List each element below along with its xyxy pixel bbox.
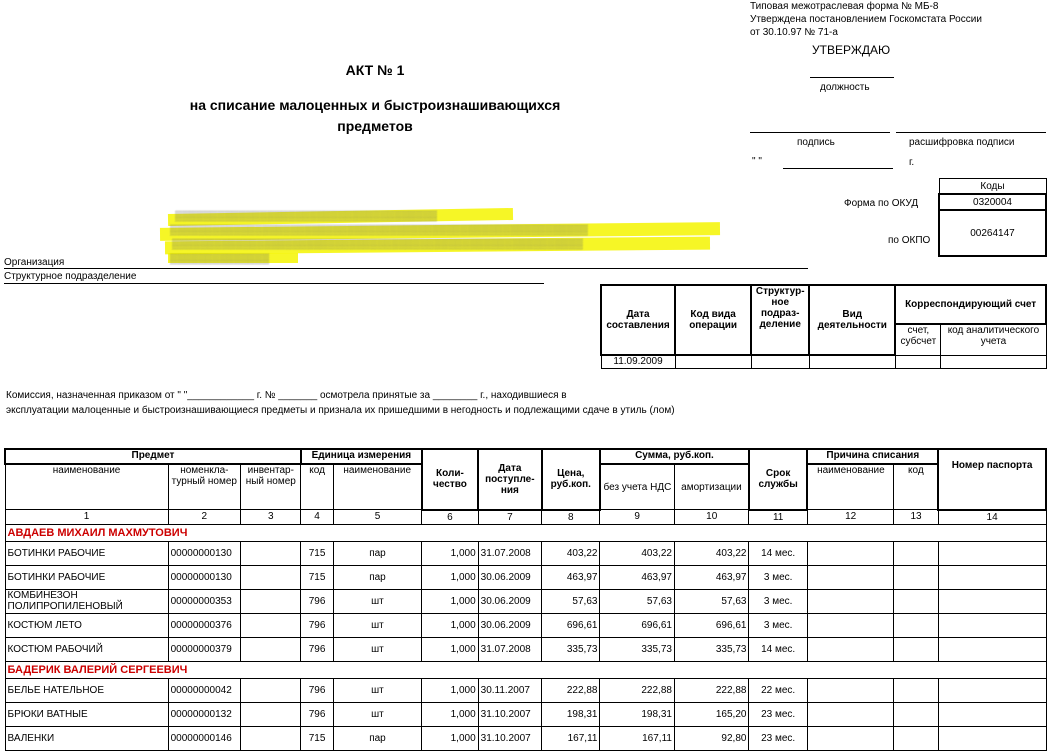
person-group-row: [5, 661, 1046, 678]
account-header: счет, субсчет: [895, 324, 941, 355]
analytic-value: [941, 355, 1046, 369]
passport-header: Номер паспорта: [938, 449, 1046, 510]
item-reason-code: [894, 678, 938, 702]
signature-line: [750, 132, 890, 133]
item-passport: [938, 726, 1046, 750]
reason-group-header: Причина списания: [807, 449, 938, 464]
item-unit-name: пар: [333, 565, 422, 589]
item-reason-code: [894, 702, 938, 726]
item-unit-code: 796: [301, 702, 333, 726]
activity-header: Вид деятельности: [809, 285, 895, 355]
item-reason-name: [807, 565, 894, 589]
form-type-line2: Утверждена постановлением Госкомстата России: [750, 14, 982, 25]
item-date: 31.10.2007: [478, 702, 541, 726]
item-name: КОМБИНЕЗОН ПОЛИПРОПИЛЕНОВЫЙ: [5, 589, 168, 613]
item-nomen: 00000000130: [168, 565, 240, 589]
item-unit-code: 715: [301, 565, 333, 589]
name-header: наименование: [5, 464, 168, 510]
item-date: 31.07.2008: [478, 541, 541, 565]
reason-name-header: наименование: [807, 464, 894, 510]
price-header: Цена, руб.коп.: [542, 449, 600, 510]
column-number: 11: [749, 510, 807, 525]
item-unit-code: 796: [301, 678, 333, 702]
item-reason-code: [894, 565, 938, 589]
item-qty: 1,000: [422, 589, 478, 613]
commission-line1: Комиссия, назначенная приказом от " "____________ г. № _______ осмотрела принятые за ________ г., находившиеся в: [6, 390, 567, 401]
item-unit-name: пар: [333, 726, 422, 750]
item-novat: 167,11: [600, 726, 675, 750]
item-novat: 57,63: [600, 589, 675, 613]
item-nomen: 00000000042: [168, 678, 240, 702]
novat-header: без учета НДС: [600, 464, 675, 510]
item-novat: 198,31: [600, 702, 675, 726]
item-passport: [938, 637, 1046, 661]
item-price: 57,63: [542, 589, 600, 613]
item-qty: 1,000: [422, 541, 478, 565]
table-row: [5, 678, 1046, 702]
item-reason-code: [894, 589, 938, 613]
item-inv: [241, 541, 301, 565]
item-price: 696,61: [542, 613, 600, 637]
item-nomen: 00000000130: [168, 541, 240, 565]
table-row: [5, 702, 1046, 726]
date-in-header: Дата поступле-ния: [478, 449, 541, 510]
item-amort: 335,73: [674, 637, 749, 661]
item-nomen: 00000000146: [168, 726, 240, 750]
column-number: 9: [600, 510, 675, 525]
item-novat: 403,22: [600, 541, 675, 565]
item-amort: 57,63: [674, 589, 749, 613]
item-amort: 165,20: [674, 702, 749, 726]
inv-header: инвентар-ный номер: [241, 464, 301, 510]
item-price: 463,97: [542, 565, 600, 589]
column-number: 1: [5, 510, 168, 525]
act-title: АКТ № 1: [345, 62, 405, 78]
item-reason-name: [807, 678, 894, 702]
item-amort: 463,97: [674, 565, 749, 589]
item-name: КОСТЮМ ЛЕТО: [5, 613, 168, 637]
item-qty: 1,000: [422, 565, 478, 589]
item-reason-code: [894, 541, 938, 565]
column-number: 4: [301, 510, 333, 525]
item-amort: 92,80: [674, 726, 749, 750]
item-passport: [938, 541, 1046, 565]
item-reason-name: [807, 726, 894, 750]
item-term: 3 мес.: [749, 613, 807, 637]
account-value: [895, 355, 941, 369]
unit-group-header: Единица измерения: [301, 449, 422, 464]
approve-year-suffix: г.: [909, 157, 915, 168]
date-header: Дата составления: [601, 285, 675, 355]
commission-line2: эксплуатации малоценные и быстроизнашивающиеся предметы и признала их пришедшими в негодность и подлежащими сдаче в утиль (лом): [6, 405, 675, 416]
item-term: 23 мес.: [749, 702, 807, 726]
column-number: 2: [168, 510, 240, 525]
okpo-label: по ОКПО: [888, 235, 931, 246]
act-subtitle-line1: на списание малоценных и быстроизнашивающихся: [189, 97, 561, 113]
item-inv: [241, 726, 301, 750]
act-subtitle-line2: предметов: [337, 118, 413, 134]
item-qty: 1,000: [422, 637, 478, 661]
item-reason-code: [894, 613, 938, 637]
item-unit-code: 796: [301, 613, 333, 637]
item-unit-name: шт: [333, 678, 422, 702]
item-reason-code: [894, 726, 938, 750]
item-reason-code: [894, 637, 938, 661]
item-qty: 1,000: [422, 702, 478, 726]
table-row: [5, 613, 1046, 637]
op-code-header: Код вида операции: [675, 285, 751, 355]
approve-date-line: [783, 168, 893, 169]
struct-value: [751, 355, 809, 369]
organization-line: [4, 268, 808, 269]
approve-date-quotes: " ": [752, 156, 762, 167]
item-inv: [241, 678, 301, 702]
column-number: 12: [807, 510, 894, 525]
amort-header: амортизации: [674, 464, 749, 510]
item-date: 30.06.2009: [478, 589, 541, 613]
item-unit-name: шт: [333, 613, 422, 637]
item-name: БЕЛЬЕ НАТЕЛЬНОЕ: [5, 678, 168, 702]
approve-label: УТВЕРЖДАЮ: [812, 43, 891, 57]
form-type-line3: от 30.10.97 № 71-а: [750, 27, 838, 38]
column-numbers-row: [5, 510, 1046, 525]
item-name: БОТИНКИ РАБОЧИЕ: [5, 541, 168, 565]
person-group-row: [5, 524, 1046, 541]
activity-value: [809, 355, 895, 369]
item-unit-code: 715: [301, 726, 333, 750]
item-date: 31.07.2008: [478, 637, 541, 661]
sum-group-header: Сумма, руб.коп.: [600, 449, 749, 464]
item-inv: [241, 589, 301, 613]
column-number: 8: [542, 510, 600, 525]
item-name: БРЮКИ ВАТНЫЕ: [5, 702, 168, 726]
item-date: 30.06.2009: [478, 613, 541, 637]
analytic-header: код аналитического учета: [941, 324, 1046, 355]
item-group-header: Предмет: [5, 449, 301, 464]
item-name: ВАЛЕНКИ: [5, 726, 168, 750]
position-line: [810, 77, 894, 78]
item-nomen: 00000000132: [168, 702, 240, 726]
column-number: 13: [894, 510, 938, 525]
item-passport: [938, 678, 1046, 702]
position-label: должность: [820, 82, 870, 93]
item-name: КОСТЮМ РАБОЧИЙ: [5, 637, 168, 661]
item-qty: 1,000: [422, 678, 478, 702]
table-row: [5, 589, 1046, 613]
column-number: 6: [422, 510, 478, 525]
table-row: [5, 541, 1046, 565]
item-inv: [241, 637, 301, 661]
item-price: 167,11: [542, 726, 600, 750]
op-code-value: [675, 355, 751, 369]
item-term: 3 мес.: [749, 589, 807, 613]
qty-header: Коли-чество: [422, 449, 478, 510]
item-price: 198,31: [542, 702, 600, 726]
subdivision-label: Структурное подразделение: [4, 271, 137, 282]
person-name: БАДЕРИК ВАЛЕРИЙ СЕРГЕЕВИЧ: [5, 661, 1046, 678]
item-unit-name: пар: [333, 541, 422, 565]
write-off-table: [4, 448, 1047, 751]
column-number: 7: [478, 510, 541, 525]
term-header: Срок службы: [749, 449, 807, 510]
item-passport: [938, 613, 1046, 637]
item-inv: [241, 613, 301, 637]
column-number: 5: [333, 510, 422, 525]
item-unit-name: шт: [333, 637, 422, 661]
item-unit-name: шт: [333, 702, 422, 726]
unit-name-header: наименование: [333, 464, 422, 510]
item-name: БОТИНКИ РАБОЧИЕ: [5, 565, 168, 589]
item-term: 23 мес.: [749, 726, 807, 750]
code-header: код: [301, 464, 333, 510]
item-price: 403,22: [542, 541, 600, 565]
item-inv: [241, 702, 301, 726]
item-unit-code: 796: [301, 637, 333, 661]
column-number: 3: [241, 510, 301, 525]
struct-header: Структур-ное подраз-деление: [751, 285, 809, 355]
person-name: АВДАЕВ МИХАИЛ МАХМУТОВИЧ: [5, 524, 1046, 541]
item-novat: 696,61: [600, 613, 675, 637]
item-nomen: 00000000379: [168, 637, 240, 661]
item-nomen: 00000000376: [168, 613, 240, 637]
subdivision-line: [4, 283, 544, 284]
item-unit-code: 796: [301, 589, 333, 613]
signature-decoding-label: расшифровка подписи: [909, 137, 1015, 148]
item-term: 22 мес.: [749, 678, 807, 702]
item-nomen: 00000000353: [168, 589, 240, 613]
item-price: 335,73: [542, 637, 600, 661]
item-date: 30.06.2009: [478, 565, 541, 589]
date-value: 11.09.2009: [601, 355, 675, 369]
item-passport: [938, 702, 1046, 726]
form-type-line1: Типовая межотраслевая форма № МБ-8: [750, 1, 939, 12]
okpo-value: 00264147: [939, 210, 1046, 256]
item-reason-name: [807, 541, 894, 565]
item-term: 14 мес.: [749, 637, 807, 661]
codes-table: [938, 178, 1047, 257]
item-reason-name: [807, 613, 894, 637]
item-term: 14 мес.: [749, 541, 807, 565]
item-term: 3 мес.: [749, 565, 807, 589]
item-reason-name: [807, 589, 894, 613]
item-passport: [938, 565, 1046, 589]
item-passport: [938, 589, 1046, 613]
item-unit-code: 715: [301, 541, 333, 565]
column-number: 10: [674, 510, 749, 525]
item-qty: 1,000: [422, 726, 478, 750]
okud-label: Форма по ОКУД: [844, 198, 919, 209]
item-qty: 1,000: [422, 613, 478, 637]
item-amort: 696,61: [674, 613, 749, 637]
table-row: [5, 565, 1046, 589]
item-amort: 222,88: [674, 678, 749, 702]
item-price: 222,88: [542, 678, 600, 702]
codes-header: Коды: [939, 179, 1046, 195]
signature-label: подпись: [797, 137, 835, 148]
column-number: 14: [938, 510, 1046, 525]
item-reason-name: [807, 637, 894, 661]
document-info-table: [600, 284, 1047, 369]
item-novat: 335,73: [600, 637, 675, 661]
item-unit-name: шт: [333, 589, 422, 613]
item-date: 31.10.2007: [478, 726, 541, 750]
item-novat: 222,88: [600, 678, 675, 702]
okud-value: 0320004: [939, 194, 1046, 210]
signature-decoding-line: [896, 132, 1046, 133]
item-inv: [241, 565, 301, 589]
corr-header: Корреспондирующий счет: [895, 285, 1046, 324]
table-body: [5, 524, 1046, 750]
table-row: [5, 637, 1046, 661]
nomen-header: номенкла-турный номер: [168, 464, 240, 510]
item-reason-name: [807, 702, 894, 726]
item-amort: 403,22: [674, 541, 749, 565]
organization-label: Организация: [4, 257, 65, 268]
item-date: 30.11.2007: [478, 678, 541, 702]
table-row: [5, 726, 1046, 750]
item-novat: 463,97: [600, 565, 675, 589]
reason-code-header: код: [894, 464, 938, 510]
